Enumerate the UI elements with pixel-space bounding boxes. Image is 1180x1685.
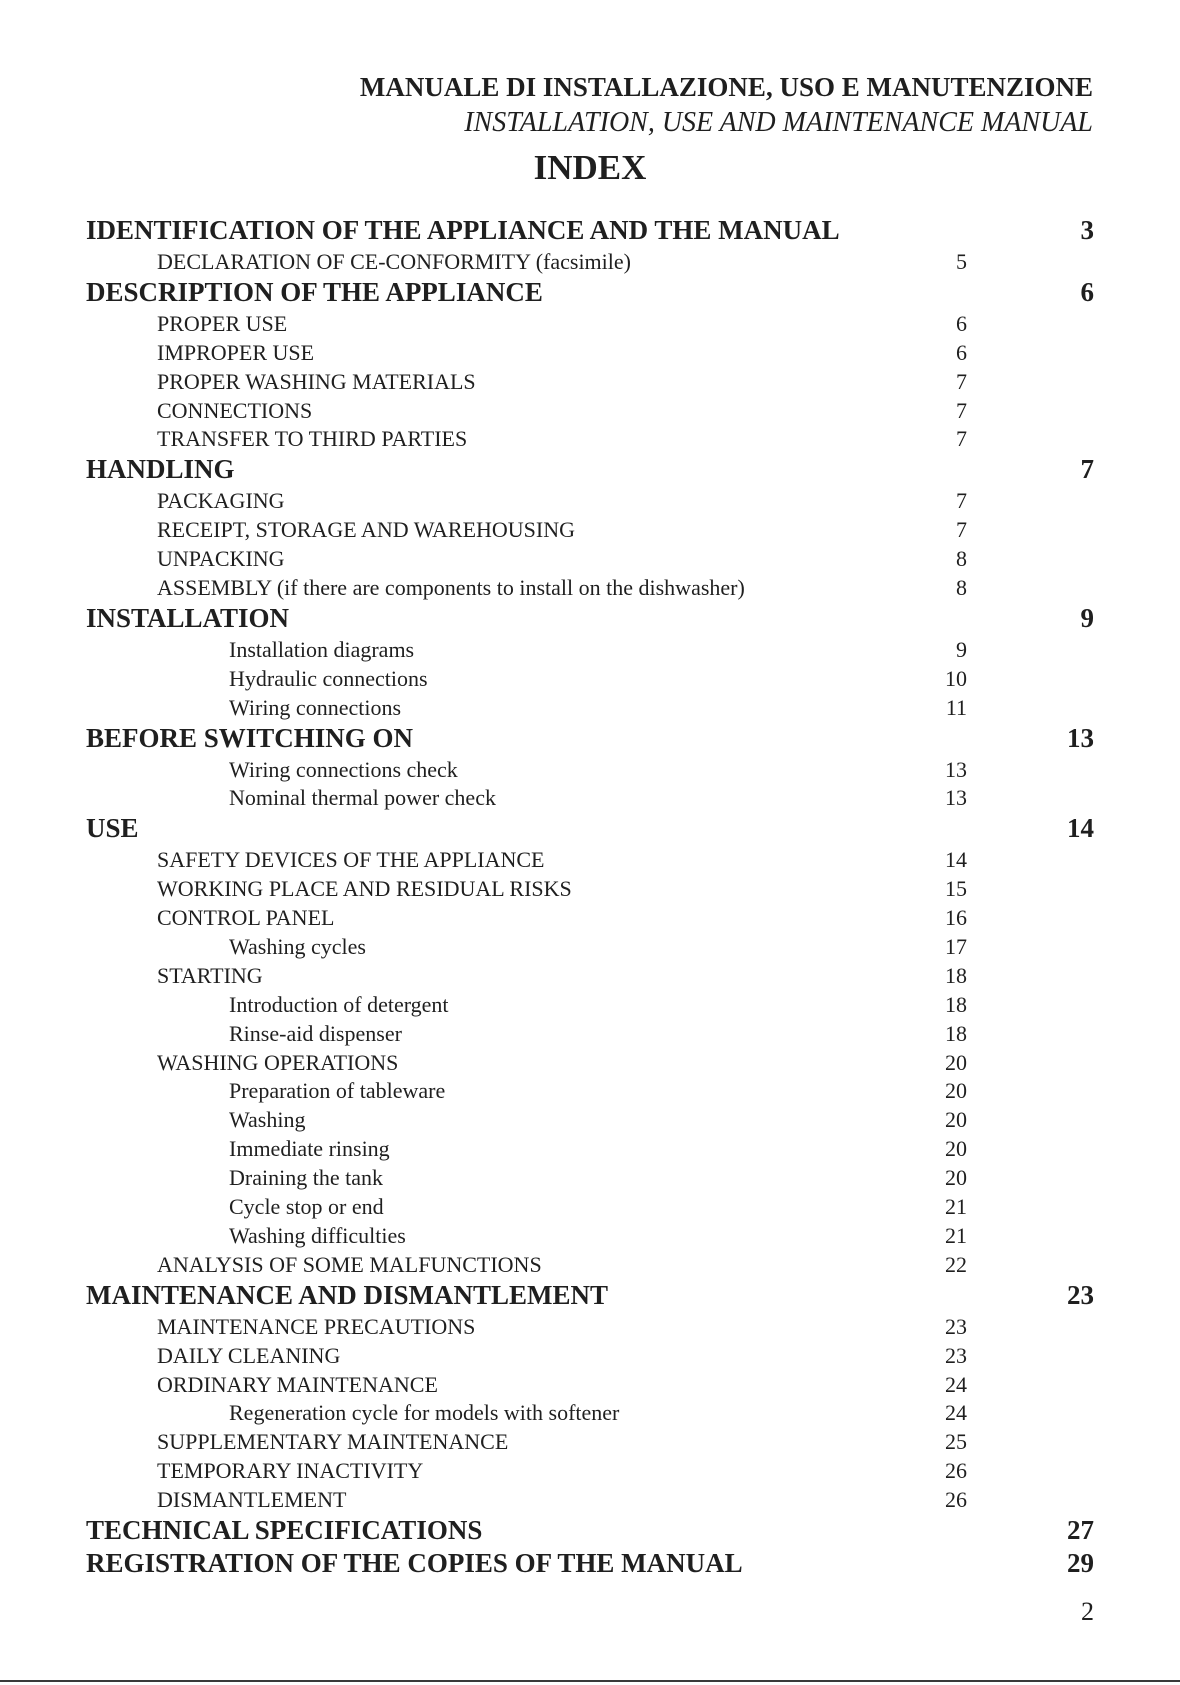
- toc-entry-page: 20: [945, 1136, 967, 1162]
- table-of-contents: [0, 214, 1180, 1580]
- toc-entry-label: WORKING PLACE AND RESIDUAL RISKS: [157, 876, 572, 902]
- toc-subsection-row: [0, 1048, 1180, 1077]
- toc-subsection-row: [0, 338, 1180, 367]
- toc-entry-label: CONTROL PANEL: [157, 905, 335, 931]
- toc-entry-page: 6: [956, 339, 967, 365]
- toc-entry-page: 27: [1067, 1514, 1094, 1545]
- toc-entry-page: 7: [956, 426, 967, 452]
- page-number: 2: [1081, 1597, 1094, 1626]
- toc-topic-row: [0, 1163, 1180, 1192]
- toc-section-row: [0, 602, 1180, 635]
- toc-entry-page: 18: [945, 991, 967, 1017]
- toc-entry-page: 20: [945, 1078, 967, 1104]
- toc-section-row: [0, 214, 1180, 247]
- toc-entry-label: TEMPORARY INACTIVITY: [157, 1458, 424, 1484]
- toc-entry-page: 20: [945, 1165, 967, 1191]
- toc-topic-row: [0, 1192, 1180, 1221]
- toc-entry-page: 7: [956, 368, 967, 394]
- toc-entry-page: 15: [945, 876, 967, 902]
- toc-entry-label: TRANSFER TO THIRD PARTIES: [157, 426, 468, 452]
- toc-topic-row: [0, 693, 1180, 722]
- toc-entry-page: 8: [956, 546, 967, 572]
- toc-entry-page: 29: [1067, 1547, 1094, 1578]
- toc-topic-row: [0, 783, 1180, 812]
- toc-subsection-row: [0, 1456, 1180, 1485]
- toc-topic-row: [0, 990, 1180, 1019]
- toc-entry-label: TECHNICAL SPECIFICATIONS: [86, 1514, 483, 1545]
- toc-entry-page: 7: [956, 517, 967, 543]
- toc-entry-page: 9: [1080, 602, 1094, 633]
- toc-entry-page: 21: [945, 1222, 967, 1248]
- toc-topic-row: [0, 755, 1180, 784]
- toc-entry-label: INSTALLATION: [86, 602, 290, 633]
- toc-entry-label: CONNECTIONS: [157, 397, 313, 423]
- toc-subsection-row: [0, 1250, 1180, 1279]
- toc-entry-label: Immediate rinsing: [229, 1136, 390, 1162]
- toc-entry-page: 18: [945, 1020, 967, 1046]
- toc-subsection-row: [0, 544, 1180, 573]
- toc-section-row: [0, 276, 1180, 309]
- toc-entry-label: DECLARATION OF CE-CONFORMITY (facsimile): [157, 249, 631, 274]
- toc-entry-label: Nominal thermal power check: [229, 785, 496, 811]
- toc-section-row: [0, 1547, 1180, 1580]
- toc-entry-label: USE: [86, 813, 139, 844]
- toc-entry-page: 7: [1080, 454, 1094, 485]
- toc-entry-page: 24: [945, 1400, 967, 1426]
- toc-entry-page: 6: [1080, 276, 1094, 307]
- toc-entry-page: 13: [945, 785, 967, 811]
- toc-subsection-row: [0, 1485, 1180, 1514]
- toc-subsection-row: [0, 309, 1180, 338]
- toc-entry-label: Regeneration cycle for models with softener: [229, 1400, 620, 1426]
- toc-entry-label: Wiring connections check: [229, 756, 458, 782]
- toc-entry-label: PROPER WASHING MATERIALS: [157, 368, 476, 394]
- toc-entry-label: Washing difficulties: [229, 1222, 406, 1248]
- toc-section-row: [0, 1279, 1180, 1312]
- toc-entry-label: Wiring connections: [229, 694, 402, 720]
- toc-entry-page: 13: [1067, 722, 1094, 753]
- toc-subsection-row: [0, 961, 1180, 990]
- toc-entry-page: 16: [945, 905, 967, 931]
- toc-entry-page: 7: [956, 397, 967, 423]
- toc-entry-page: 17: [945, 934, 967, 960]
- toc-entry-label: Preparation of tableware: [229, 1078, 446, 1104]
- toc-section-row: [0, 453, 1180, 486]
- toc-subsection-row: [0, 845, 1180, 874]
- toc-entry-label: IDENTIFICATION OF THE APPLIANCE AND THE MANUAL: [86, 215, 840, 245]
- toc-entry-label: Hydraulic connections: [229, 665, 428, 691]
- toc-entry-page: 18: [945, 962, 967, 988]
- toc-entry-label: ANALYSIS OF SOME MALFUNCTIONS: [157, 1251, 542, 1277]
- toc-entry-label: DESCRIPTION OF THE APPLIANCE: [86, 276, 543, 307]
- toc-entry-page: 7: [956, 488, 967, 514]
- toc-entry-page: 5: [956, 249, 967, 274]
- toc-subsection-row: [0, 367, 1180, 396]
- toc-entry-page: 24: [945, 1371, 967, 1397]
- toc-entry-label: Cycle stop or end: [229, 1194, 384, 1220]
- toc-subsection-row: [0, 424, 1180, 453]
- toc-entry-page: 22: [945, 1251, 967, 1277]
- toc-section-row: [0, 1514, 1180, 1547]
- manual-title-italian: MANUALE DI INSTALLAZIONE, USO E MANUTENZIONE: [359, 72, 1093, 102]
- toc-entry-label: MAINTENANCE PRECAUTIONS: [157, 1313, 476, 1339]
- toc-entry-label: BEFORE SWITCHING ON: [86, 722, 414, 753]
- toc-entry-label: Rinse-aid dispenser: [229, 1020, 402, 1046]
- toc-entry-label: RECEIPT, STORAGE AND WAREHOUSING: [157, 517, 576, 543]
- toc-entry-label: SUPPLEMENTARY MAINTENANCE: [157, 1429, 509, 1455]
- toc-entry-page: 10: [945, 665, 967, 691]
- toc-entry-page: 6: [956, 310, 967, 336]
- toc-entry-label: PROPER USE: [157, 310, 288, 336]
- toc-entry-page: 13: [945, 756, 967, 782]
- toc-entry-label: UNPACKING: [157, 546, 285, 572]
- toc-entry-label: Washing: [229, 1107, 306, 1133]
- toc-entry-label: MAINTENANCE AND DISMANTLEMENT: [86, 1279, 609, 1310]
- toc-entry-page: 14: [945, 847, 967, 873]
- bottom-rule: [0, 1680, 1180, 1682]
- toc-entry-label: DAILY CLEANING: [157, 1342, 341, 1368]
- toc-subsection-row: [0, 573, 1180, 602]
- toc-entry-page: 9: [956, 636, 967, 662]
- toc-subsection-row: [0, 1312, 1180, 1341]
- toc-entry-label: STARTING: [157, 962, 263, 988]
- toc-subsection-row: [0, 1427, 1180, 1456]
- toc-entry-label: WASHING OPERATIONS: [157, 1049, 399, 1075]
- toc-topic-row: [0, 1134, 1180, 1163]
- toc-subsection-row: [0, 486, 1180, 515]
- toc-entry-page: 23: [1067, 1279, 1094, 1310]
- toc-entry-page: 20: [945, 1107, 967, 1133]
- toc-section-row: [0, 722, 1180, 755]
- toc-topic-row: [0, 1019, 1180, 1048]
- toc-entry-label: Introduction of detergent: [229, 991, 449, 1017]
- toc-entry-label: ASSEMBLY (if there are components to install on the dishwasher): [157, 575, 745, 601]
- toc-entry-label: Washing cycles: [229, 934, 366, 960]
- toc-entry-label: HANDLING: [86, 454, 235, 485]
- toc-entry-page: 20: [945, 1049, 967, 1075]
- toc-subsection-row: [0, 1370, 1180, 1399]
- toc-entry-page: 3: [1080, 215, 1094, 245]
- toc-entry-label: REGISTRATION OF THE COPIES OF THE MANUAL: [86, 1547, 743, 1578]
- toc-topic-row: [0, 1221, 1180, 1250]
- toc-entry-page: 26: [945, 1487, 967, 1513]
- index-heading: INDEX: [533, 148, 647, 187]
- toc-entry-label: Installation diagrams: [229, 636, 415, 662]
- toc-entry-label: SAFETY DEVICES OF THE APPLIANCE: [157, 847, 545, 873]
- toc-entry-label: PACKAGING: [157, 488, 285, 514]
- toc-subsection-row: [0, 874, 1180, 903]
- toc-entry-label: DISMANTLEMENT: [157, 1487, 347, 1513]
- toc-topic-row: [0, 1076, 1180, 1105]
- toc-entry-page: 25: [945, 1429, 967, 1455]
- toc-entry-label: ORDINARY MAINTENANCE: [157, 1371, 438, 1397]
- toc-entry-page: 21: [945, 1194, 967, 1220]
- toc-subsection-row: [0, 396, 1180, 425]
- toc-entry-label: IMPROPER USE: [157, 339, 315, 365]
- toc-entry-label: Draining the tank: [229, 1165, 383, 1191]
- toc-entry-page: 11: [945, 694, 967, 720]
- toc-entry-page: 23: [945, 1313, 967, 1339]
- toc-topic-row: [0, 932, 1180, 961]
- manual-title-english: INSTALLATION, USE AND MAINTENANCE MANUAL: [464, 107, 1093, 138]
- toc-topic-row: [0, 1398, 1180, 1427]
- toc-entry-page: 26: [945, 1458, 967, 1484]
- toc-topic-row: [0, 1105, 1180, 1134]
- toc-entry-page: 8: [956, 575, 967, 601]
- toc-section-row: [0, 812, 1180, 845]
- toc-topic-row: [0, 635, 1180, 664]
- toc-topic-row: [0, 664, 1180, 693]
- toc-subsection-row: [0, 1341, 1180, 1370]
- toc-subsection-row: [0, 903, 1180, 932]
- toc-entry-page: 23: [945, 1342, 967, 1368]
- toc-entry-page: 14: [1067, 813, 1094, 844]
- toc-subsection-row: [0, 247, 1180, 276]
- toc-subsection-row: [0, 515, 1180, 544]
